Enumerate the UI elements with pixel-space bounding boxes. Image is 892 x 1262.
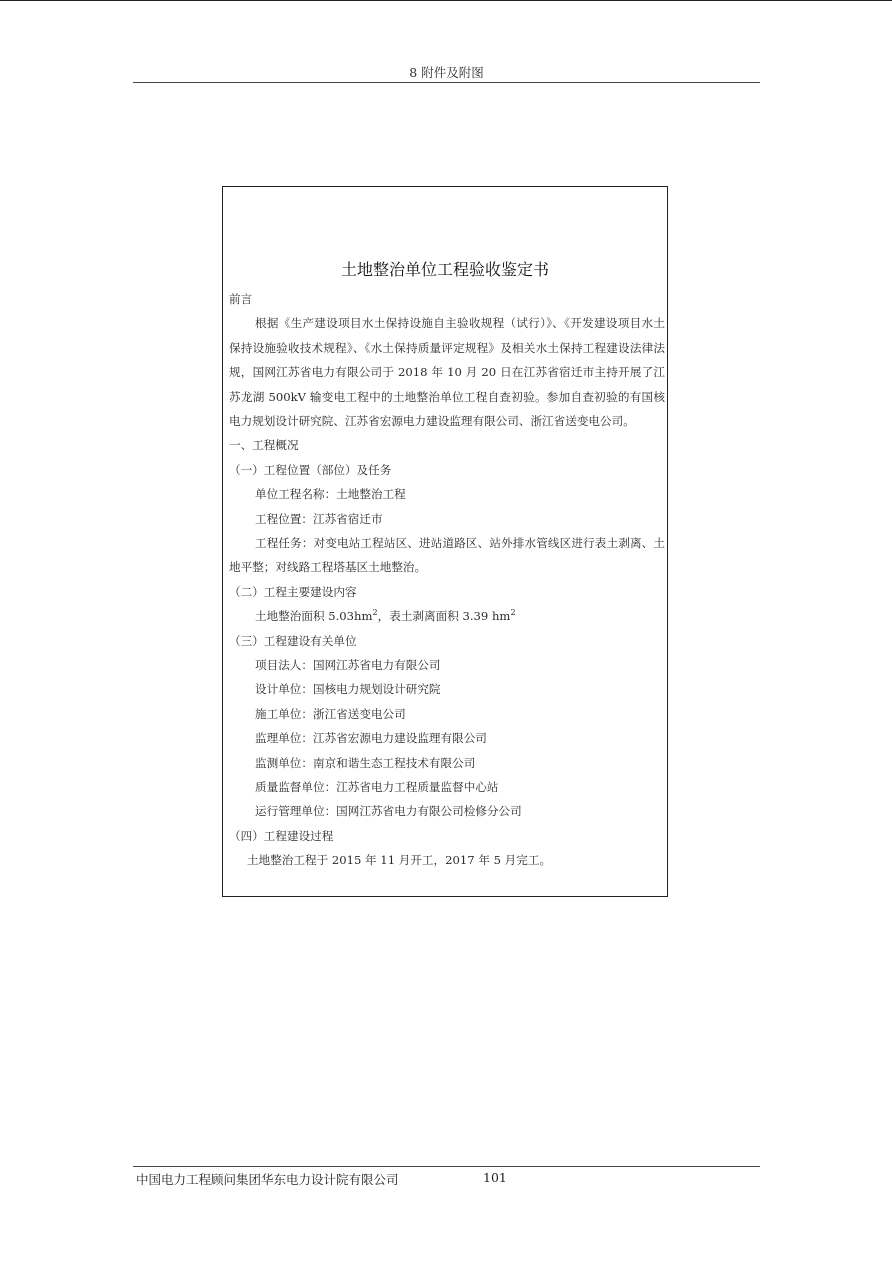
unit-designer: 设计单位：国核电力规划设计研究院 (255, 682, 441, 697)
unit-project-owner: 项目法人：国网江苏省电力有限公司 (255, 657, 441, 672)
footer-organization: 中国电力工程顾问集团华东电力设计院有限公司 (136, 1172, 399, 1187)
unit-supervisor: 监理单位：江苏省宏源电力建设监理有限公司 (255, 731, 487, 746)
document-body (229, 287, 665, 872)
subheading-related-units: （三）工程建设有关单位 (229, 633, 357, 648)
header-divider (133, 82, 760, 83)
land-area-unit-sup: 2 (372, 608, 378, 618)
document-title: 土地整治单位工程验收鉴定书 (340, 260, 549, 279)
top-border (0, 0, 892, 1)
unit-monitor: 监测单位：南京和谐生态工程技术有限公司 (255, 755, 476, 770)
section-heading-overview: 一、工程概况 (229, 438, 299, 453)
unit-project-name: 单位工程名称：土地整治工程 (255, 487, 406, 502)
project-location: 工程位置：江苏省宿迁市 (255, 511, 383, 526)
subheading-location-task: （一）工程位置（部位）及任务 (229, 462, 392, 477)
page-header: 8 附件及附图 (409, 65, 484, 80)
preface-paragraph: 根据《生产建设项目水土保持设施自主验收规程（试行）》、《开发建设项目水土保持设施验收技术规程》、《水土保持质量评定规程》及相关水土保持工程建设法律法规，国网江苏省电力有限公司于 2018 年 10 月 20 日在江苏省宿迁市主持开展了江苏龙湖 500kV 输变电工程中的土地整治单位工程自查初验。参加自查初验的有国核电力规划设计研究院、江苏省宏源电力建设监理有限公司、浙江省送变电公司。 (229, 316, 665, 429)
preface-label: 前言 (229, 292, 253, 306)
footer-divider (133, 1166, 760, 1167)
unit-quality-supervision: 质量监督单位：江苏省电力工程质量监督中心站 (255, 779, 499, 794)
topsoil-area-unit-sup: 2 (510, 608, 516, 618)
topsoil-area-text: ，表土剥离面积 3.39 hm (377, 609, 511, 624)
unit-contractor: 施工单位：浙江省送变电公司 (255, 706, 406, 721)
construction-content (229, 604, 665, 628)
page-number: 101 (483, 1170, 507, 1185)
subheading-construction-process: （四）工程建设过程 (229, 828, 334, 843)
project-task: 工程任务：对变电站工程站区、进站道路区、站外排水管线区进行表土剥离、土地平整；对线路工程塔基区土地整治。 (229, 535, 665, 575)
land-area-text: 土地整治面积 5.03hm (255, 609, 373, 624)
subheading-construction-content: （二）工程主要建设内容 (229, 584, 357, 599)
construction-process: 土地整治工程于 2015 年 11 月开工，2017 年 5 月完工。 (247, 853, 552, 868)
acceptance-certificate (222, 186, 668, 897)
unit-operation-management: 运行管理单位：国网江苏省电力有限公司检修分公司 (255, 804, 522, 819)
